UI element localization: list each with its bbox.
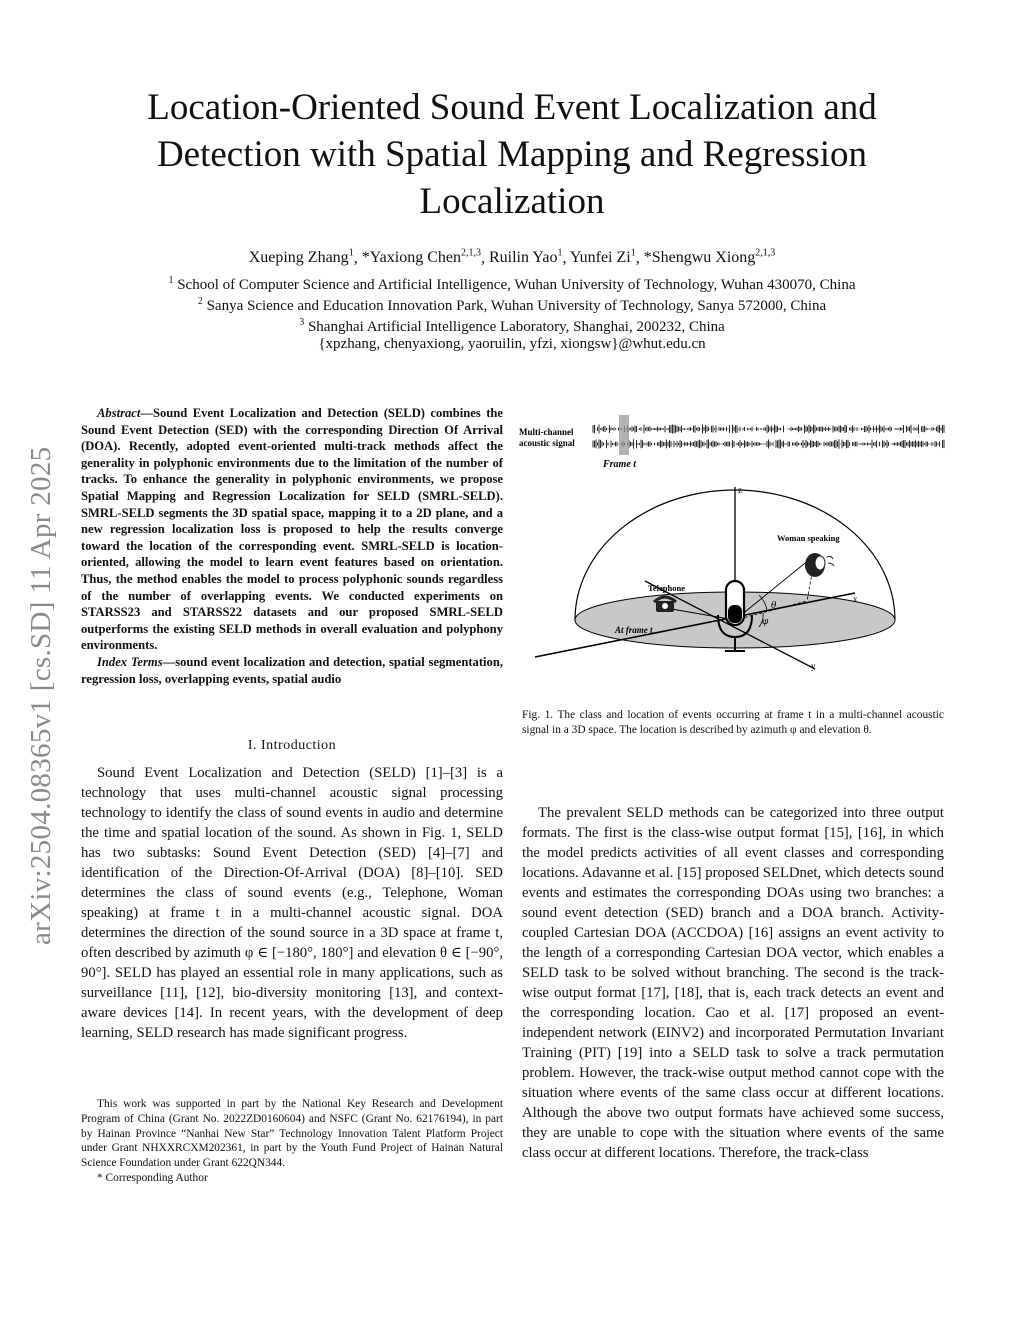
figure-1 [515, 405, 951, 705]
figure-caption: Fig. 1. The class and location of events occurring at frame t in a multi-channel acoustic signal in a 3D space. The location is described by azimuth φ and elevation θ. [522, 709, 944, 736]
index-terms-label: Index Terms [97, 654, 163, 669]
intro-paragraph: Sound Event Localization and Detection (SELD) [1]–[3] is a technology that uses multi-channel acoustic signal processing technology to identify the class of sound events in audio and determine the time and spatial location of the sound. As shown in Fig. 1, SELD has two subtasks: Sound Event Detection (SED) [4]–[7] and identification of the Direction-Of-Arrival (DOA) [8]–[10]. SED determines the class of sound events (e.g., Telephone, Woman speaking) at frame t in a multi-channel acoustic signal. DOA determines the direction of the sound source in a 3D space at frame t, often described by azimuth φ ∈ [−180°, 180°] and elevation θ ∈ [−90°, 90°]. SELD has played an essential role in many applications, such as surveillance [11], [12], bio-diversity monitoring [13], and context-aware devices [14]. In recent years, with the development of deep learning, SELD research has made significant progress. [81, 765, 503, 1041]
footnote: This work was supported in part by the National Key Research and Development Program of China (Grant No. 2022ZD0160604) and NSFC (Grant No. 62176194), in part by Hainan Province “Nanhai New Star” Technology Innovation Talent Platform Project under Grant NHXXRCXM202361, in part by the Youth Fund Project of Hainan Natural Science Foundation under Grant 622QN344. * Corresponding Author [81, 1098, 503, 1184]
index-terms-text: —sound event localization and detection, spatial segmentation, regression loss, overlapping events, spatial audio [81, 654, 503, 686]
email-list: {xpzhang, chenyaxiong, yaoruilin, yfzi, xiongsw}@whut.edu.cn [318, 336, 706, 352]
arxiv-stamp: arXiv:2504.08365v1 [cs.SD] 11 Apr 2025 [25, 446, 57, 945]
waveform-channel [593, 424, 944, 433]
waveform [593, 424, 944, 448]
section-heading: I. Introduction [247, 738, 337, 753]
author-list: Xueping Zhang$^1$, *Yaxiong Chen$^{2,1,3}$, Ruilin Yao$^1$, Yunfei Zi$^1$, *Shengwu Xiong$^{2,1,3}$ [248, 248, 776, 267]
author: Ruilin Yao$^1$ [488, 248, 563, 267]
signal-label: acoustic signal [519, 438, 575, 448]
woman-label: Woman speaking [777, 533, 840, 543]
at-frame-label: At frame t [615, 625, 653, 635]
abstract [81, 405, 503, 687]
frame-marker [619, 415, 629, 455]
waveform-channel [593, 439, 944, 448]
body-paragraph: The prevalent SELD methods can be categorized into three output formats. The first is the class-wise output format [15], [16], in which the model predicts activities of all event classes and corresponding locations. Adavanne et al. [15] proposed SELDnet, which detects sound events and estimates the corresponding DOAs using two branches: a sound event detection (SED) branch and a DOA branch. Activity-coupled Cartesian DOA (ACCDOA) [16] assigns an event activity to the length of a corresponding Cartesian DOA vector, which enables a SELD task to be solved without branching. The second is the track-wise output format [17], [18], that is, each track detects an event and the corresponding location. Cao et al. [17] proposed an event-independent network (EINV2) and incorporated Permutation Invariant Training (PIT) [19] into a SELD task to solve a track permutation problem. However, the track-wise output method cannot cope with the situation where events of the same class occur at different locations. Although the above two output formats have achieved some success, they are unable to cope with the situation where events of the same class occur at different locations. Therefore, the track-class [522, 805, 944, 1161]
abstract-text: —Sound Event Localization and Detection (SELD) combines the Sound Event Detection (SED) with the corresponding Direction Of Arrival (DOA). Recently, adopted event-oriented multi-track methods affect the generality in polyphonic environments due to the limitation of the number of tracks. To enhance the generality in polyphonic environments, we propose Spatial Mapping and Regression Localization for SELD (SMRL-SELD). SMRL-SELD segments the 3D spatial space, mapping it to a 2D plane, and a new regression localization loss is proposed to help the results converge toward the location of the corresponding event. SMRL-SELD is location-oriented, allowing the model to learn event features based on orientation. Thus, the method enables the model to process polyphonic sounds regardless of the number of overlapping events. We conducted experiments on STARSS23 and STARSS22 datasets and our proposed SMRL-SELD outperforms the existing SELD methods in overall evaluation and polyphony environments. [81, 406, 503, 653]
theta-label: θ [771, 601, 777, 611]
corresponding-author: * Corresponding Author [97, 1171, 208, 1184]
abstract-label: Abstract [97, 406, 141, 420]
woman-speaking-icon [805, 553, 834, 577]
author: *Shengwu Xiong$^{2,1,3}$ [643, 248, 776, 267]
affiliation: $^1$ School of Computer Science and Artificial Intelligence, Wuhan University of Technology, Wuhan 430070, China [168, 275, 856, 293]
paper-title [80, 84, 944, 225]
title-line: Detection with Spatial Mapping and Regression [156, 134, 868, 175]
telephone-label: Telephone [648, 583, 686, 593]
title-line: Location-Oriented Sound Event Localization and [147, 87, 877, 128]
frame-label: Frame t [603, 459, 637, 470]
author: Xueping Zhang$^1$ [248, 248, 354, 267]
title-line: Localization [419, 181, 605, 222]
author: Yunfei Zi$^1$ [569, 248, 636, 267]
y-label: y [811, 661, 816, 671]
affiliation: $^2$ Sanya Science and Education Innovation Park, Wuhan University of Technology, Sanya 572000, China [197, 296, 827, 314]
affiliation: $^3$ Shanghai Artificial Intelligence Laboratory, Shanghai, 200232, China [299, 317, 725, 335]
phi-label: φ [762, 617, 769, 627]
x-label: x [853, 594, 858, 604]
signal-label: Multi-channel [519, 427, 574, 437]
author: *Yaxiong Chen$^{2,1,3}$ [361, 248, 481, 267]
z-label: z [738, 485, 742, 495]
